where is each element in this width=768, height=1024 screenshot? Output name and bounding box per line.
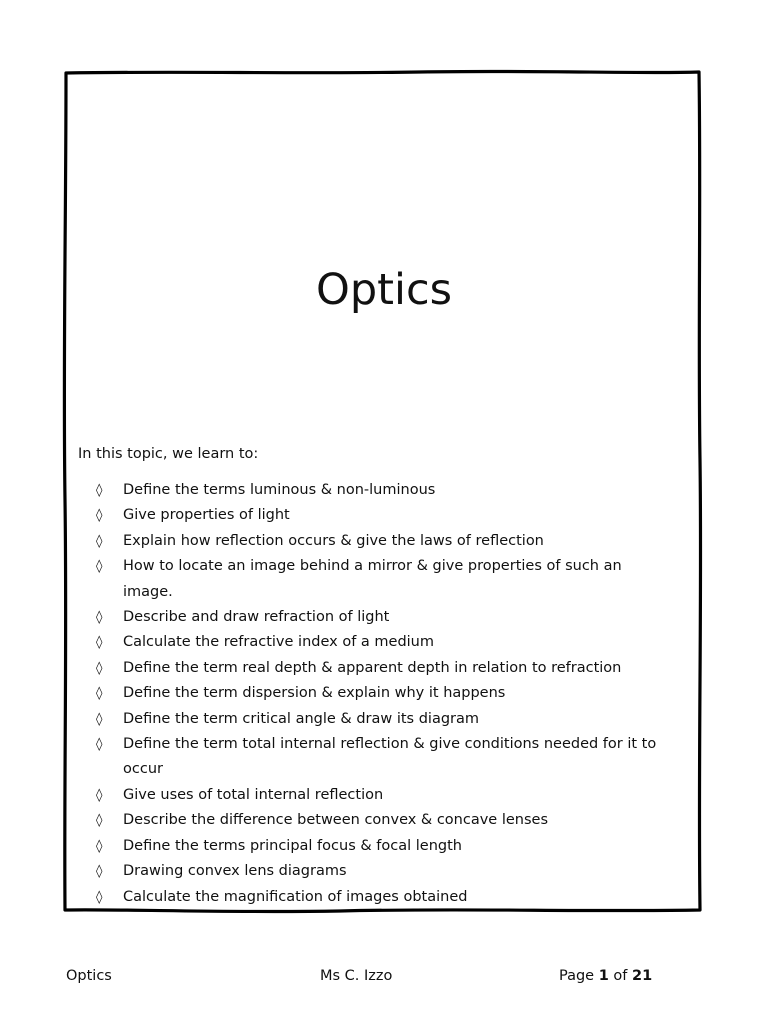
objective-text: Define the term dispersion & explain why it happens	[123, 685, 506, 702]
diamond-bullet-icon: ◊	[96, 533, 103, 549]
footer-topic: Optics	[66, 968, 112, 984]
list-item	[96, 707, 676, 732]
objective-text: Calculate the magnification of images obtained	[123, 888, 468, 905]
objective-text: Define the terms luminous & non-luminous	[123, 482, 436, 498]
objective-text: How to locate an image behind a mirror & give properties of such an image.	[123, 558, 622, 600]
footer-page-number	[559, 966, 652, 986]
objective-text: Calculate the refractive index of a medium	[123, 634, 434, 651]
list-item	[96, 605, 676, 630]
diamond-bullet-icon: ◊	[96, 508, 103, 524]
objective-text: Define the term total internal reflection & give conditions needed for it to occur	[123, 736, 657, 778]
list-item	[96, 885, 676, 910]
diamond-bullet-icon: ◊	[96, 686, 103, 702]
list-item	[96, 808, 676, 833]
page-of: of	[613, 968, 628, 984]
diamond-bullet-icon: ◊	[96, 864, 103, 880]
footer-author: Ms C. Izzo	[320, 968, 393, 984]
list-item	[96, 732, 676, 783]
objective-text: Define the term critical angle & draw its diagram	[123, 710, 480, 727]
diamond-bullet-icon: ◊	[96, 660, 103, 676]
list-item	[96, 478, 676, 503]
list-item	[96, 859, 676, 884]
objective-text: Describe the difference between convex & concave lenses	[123, 812, 549, 829]
objective-text: Define the term real depth & apparent depth in relation to refraction	[123, 659, 622, 676]
diamond-bullet-icon: ◊	[96, 610, 103, 626]
diamond-bullet-icon: ◊	[96, 635, 103, 651]
objective-text: Define the terms principal focus & focal length	[123, 837, 462, 854]
intro-text: In this topic, we learn to:	[78, 446, 259, 462]
diamond-bullet-icon: ◊	[96, 889, 103, 905]
objective-text: Give properties of light	[123, 507, 290, 524]
objective-text: Explain how reflection occurs & give the laws of reflection	[123, 532, 544, 549]
list-item	[96, 834, 676, 859]
objective-text: Drawing convex lens diagrams	[123, 863, 347, 880]
diamond-bullet-icon: ◊	[96, 559, 103, 575]
list-item	[96, 554, 676, 605]
list-item	[96, 529, 676, 554]
diamond-bullet-icon: ◊	[96, 483, 103, 498]
objective-text: Describe and draw refraction of light	[123, 609, 390, 626]
page-total: 21	[632, 968, 653, 984]
page-prefix: Page	[559, 968, 595, 984]
diamond-bullet-icon: ◊	[96, 711, 103, 727]
list-item	[96, 656, 676, 681]
diamond-bullet-icon: ◊	[96, 737, 103, 753]
diamond-bullet-icon: ◊	[96, 813, 103, 829]
page-current: 1	[598, 968, 609, 984]
list-item	[96, 783, 676, 808]
objectives-list	[96, 478, 676, 910]
list-item	[96, 681, 676, 706]
list-item	[96, 503, 676, 528]
objective-text: Give uses of total internal reflection	[123, 786, 384, 803]
page-title: Optics	[316, 265, 452, 315]
diamond-bullet-icon: ◊	[96, 787, 103, 803]
list-item	[96, 630, 676, 655]
diamond-bullet-icon: ◊	[96, 838, 103, 854]
